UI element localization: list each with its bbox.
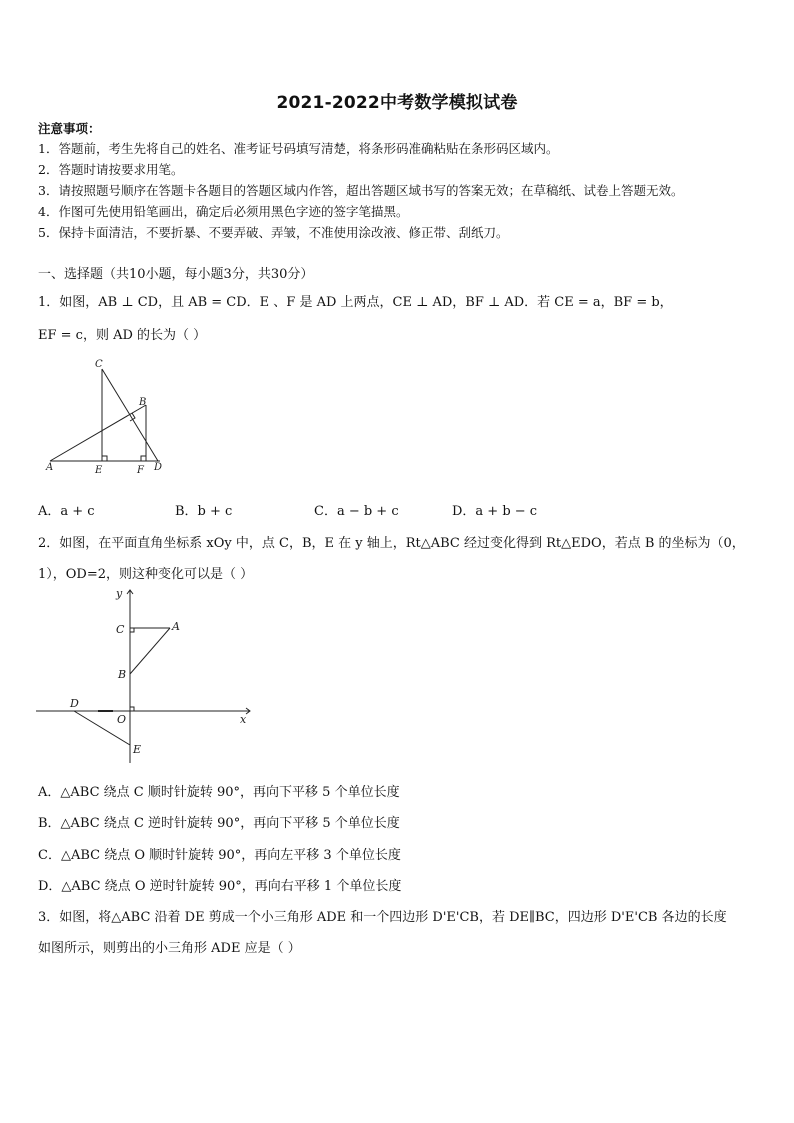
q2-option-c[interactable]: C．△ABC 绕点 O 顺时针旋转 90°，再向左平移 3 个单位长度 — [38, 848, 401, 863]
question-2-figure — [36, 585, 256, 765]
q1-option-c[interactable]: C．a − b + c — [314, 504, 399, 519]
label-c: C — [95, 359, 103, 370]
q2-option-b[interactable]: B．△ABC 绕点 C 逆时针旋转 90°，再向下平移 5 个单位长度 — [38, 816, 400, 831]
right-angle-mark — [102, 456, 107, 461]
question-3-text: 3．如图，将△ABC 沿着 DE 剪成一个小三角形 ADE 和一个四边形 D'E'CB，若 DE∥BC，四边形 D'E'CB 各边的长度 — [38, 910, 727, 925]
line-ab — [50, 405, 146, 461]
label-b: B — [118, 668, 127, 681]
label-a: A — [172, 620, 180, 633]
label-x: x — [240, 713, 247, 726]
notice-item: 5．保持卡面清洁，不要折暴、不要弄破、弄皱，不准使用涂改液、修正带、刮纸刀。 — [38, 225, 509, 240]
section-heading: 一、选择题（共10小题，每小题3分，共30分） — [38, 267, 314, 282]
page-title: 2021-2022中考数学模拟试卷 — [276, 93, 518, 113]
right-angle-mark — [130, 707, 134, 711]
label-b: B — [139, 397, 147, 408]
line-ba — [130, 628, 170, 674]
label-a: A — [46, 462, 54, 473]
q1-option-a[interactable]: A．a + c — [38, 504, 95, 519]
question-3-text-cont: 如图所示，则剪出的小三角形 ADE 应是（ ） — [38, 941, 301, 956]
notice-heading: 注意事项： — [38, 121, 101, 136]
notice-item: 1．答题前，考生先将自己的姓名、准考证号码填写清楚，将条形码准确粘贴在条形码区域内。 — [38, 141, 559, 156]
notice-item: 4．作图可先使用铅笔画出，确定后必须用黑色字迹的签字笔描黑。 — [38, 204, 409, 219]
label-f: F — [137, 465, 144, 476]
notice-item: 2．答题时请按要求用笔。 — [38, 162, 184, 177]
notice-item: 3．请按照题号顺序在答题卡各题目的答题区域内作答，超出答题区域书写的答案无效；在草稿纸、试卷上答题无效。 — [38, 183, 684, 198]
question-1-figure — [40, 355, 170, 477]
q2-option-d[interactable]: D．△ABC 绕点 O 逆时针旋转 90°，再向右平移 1 个单位长度 — [38, 879, 402, 894]
line-cd — [102, 369, 158, 461]
label-e: E — [95, 465, 103, 476]
label-d: D — [154, 462, 163, 473]
question-2-text: 2．如图，在平面直角坐标系 xOy 中，点 C，B，E 在 y 轴上，Rt△ABC 经过变化得到 Rt△EDO，若点 B 的坐标为（0， — [38, 536, 745, 551]
q1-option-d[interactable]: D．a + b − c — [452, 504, 538, 519]
label-y: y — [116, 587, 123, 600]
question-1-text: 1．如图，AB ⊥ CD，且 AB = CD．E 、F 是 AD 上两点，CE ⊥ AD，BF ⊥ AD．若 CE = a，BF = b， — [38, 295, 673, 310]
label-c: C — [116, 623, 125, 636]
q2-option-a[interactable]: A．△ABC 绕点 C 顺时针旋转 90°，再向下平移 5 个单位长度 — [38, 785, 400, 800]
right-angle-mark — [130, 628, 134, 632]
question-1-text-cont: EF = c，则 AD 的长为（ ） — [38, 328, 207, 343]
label-e: E — [133, 743, 142, 756]
question-2-text-cont: 1），OD=2，则这种变化可以是（ ） — [38, 567, 254, 582]
right-angle-mark — [141, 456, 146, 461]
q1-option-b[interactable]: B．b + c — [175, 504, 233, 519]
label-d: D — [70, 697, 79, 710]
label-o: O — [117, 713, 127, 726]
